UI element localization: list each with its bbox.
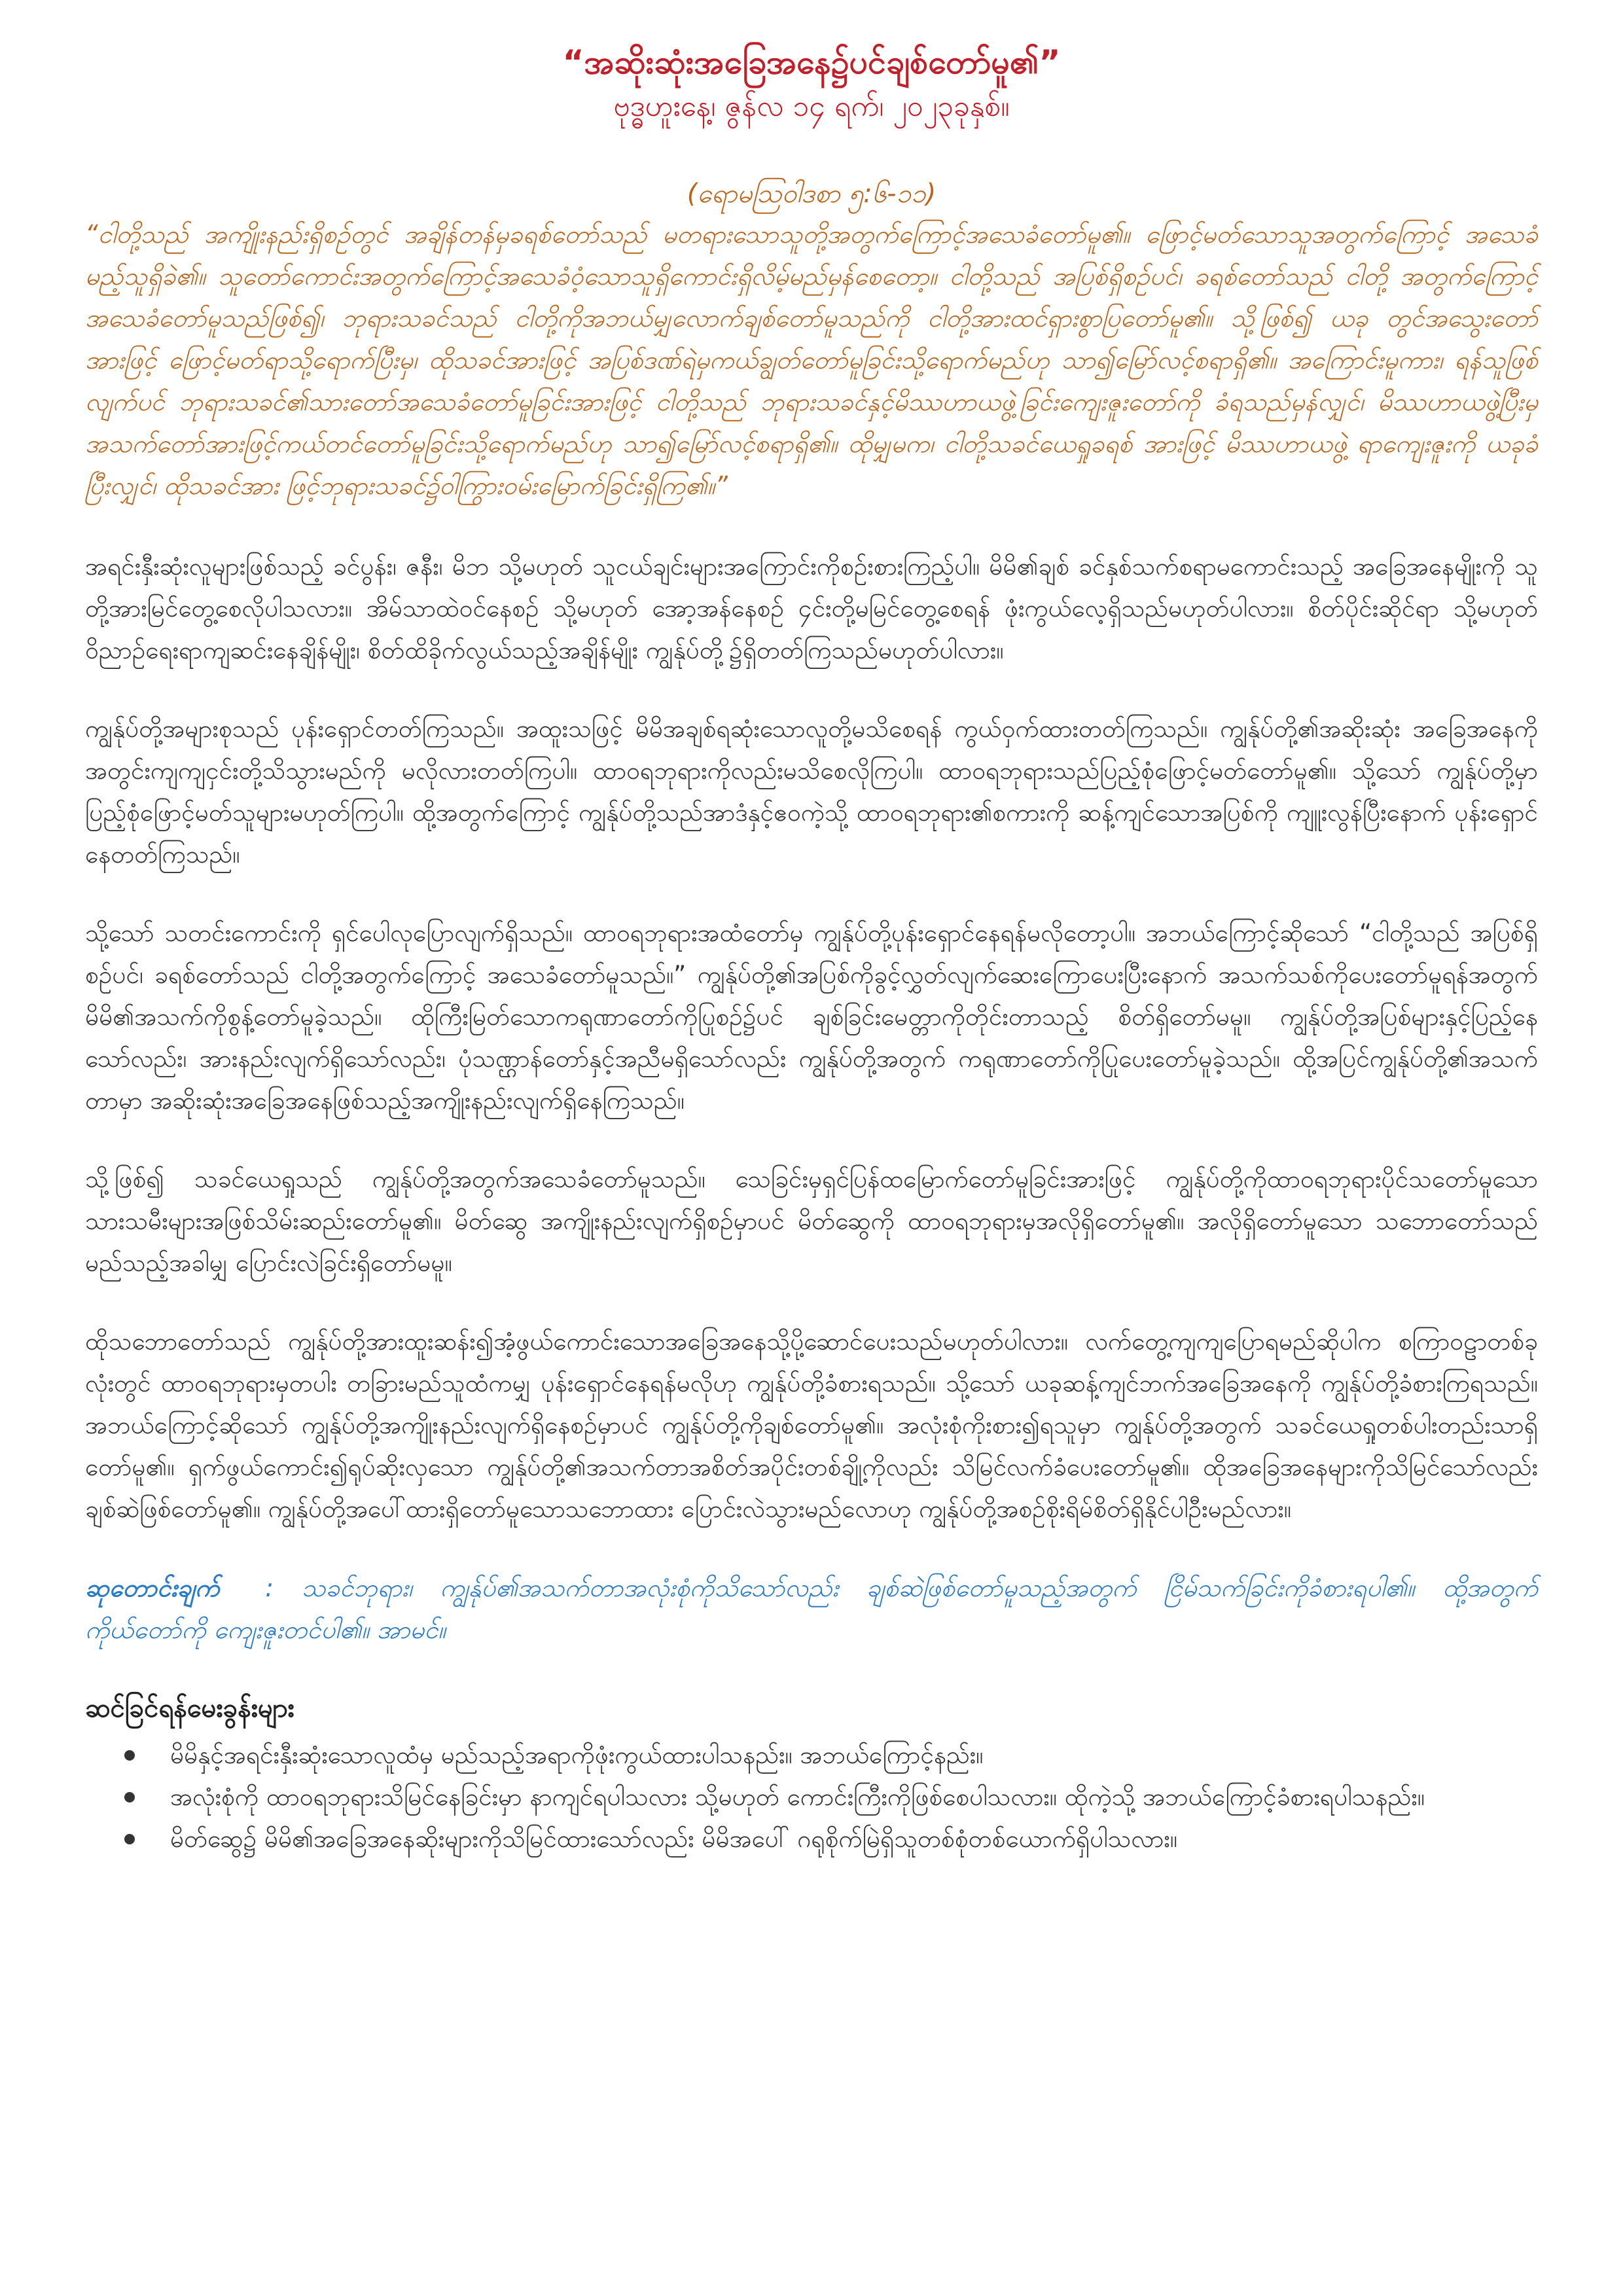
bullet-icon: [124, 1834, 135, 1844]
question-item: [85, 1818, 1538, 1860]
questions-heading: ဆင်ခြင်ရန်မေးခွန်းများ: [85, 1693, 294, 1723]
scripture-reference: (ရောမသြဝါဒစာ ၅:၆-၁၁): [687, 179, 936, 209]
page-content: [85, 39, 1538, 1860]
prayer-text: : သခင်ဘုရား၊ ကျွန်ုပ်၏အသက်တာအလုံးစုံကိုသိသော်လည်း ချစ်ဆဲဖြစ်တော်မူသည့်အတွက် ငြိမ်သက်ခြင်းကိုခံစားရပါ၏။ ထို့အတွက် ကိုယ်တော်ကို ကျေးဇူးတင်ပါ၏။ အာမင်။: [85, 1573, 1538, 1644]
question-item: [85, 1776, 1538, 1818]
body-paragraph: ထိုသဘောတော်သည် ကျွန်ုပ်တို့အားထူးဆန်း၍အံ့ဖွယ်ကောင်းသောအခြေအနေသို့ပို့ဆောင်ပေးသည်မဟုတ်ပါလား။ လက်တွေ့ကျကျပြောရမည်ဆိုပါက စကြာဝဠာတစ်ခုလုံးတွင် ထာဝရဘုရားမှတပါး တခြားမည်သူထံကမျှ ပုန်းရှောင်နေရန်မလိုဟု ကျွန်ုပ်တို့ခံစားရသည်။ သို့သော် ယခုဆန့်ကျင်ဘက်အခြေအနေကို ကျွန်ုပ်တို့ခံစားကြရသည်။ အဘယ်ကြောင့်ဆိုသော် ကျွန်ုပ်တို့အကျိုးနည်းလျက်ရှိနေစဉ်မှာပင် ကျွန်ုပ်တို့ကိုချစ်တော်မူ၏။ အလုံးစုံကိုးစား၍ရသူမှာ ကျွန်ုပ်တို့အတွက် သခင်ယေရှုတစ်ပါးတည်းသာရှိတော်မူ၏။ ရှက်ဖွယ်ကောင်း၍ရုပ်ဆိုးလှသော ကျွန်ုပ်တို့၏အသက်တာအစိတ်အပိုင်းတစ်ချို့ကိုလည်း သိမြင်လက်ခံပေးတော်မူ၏။ ထိုအခြေအနေများကိုသိမြင်သော်လည်း ချစ်ဆဲဖြစ်တော်မူ၏။ ကျွန်ုပ်တို့အပေါ်ထားရှိတော်မူသောသဘောထား ပြောင်းလဲသွားမည်လောဟု ကျွန်ုပ်တို့အစဉ်စိုးရိမ်စိတ်ရှိနိုင်ပါဦးမည်လား။: [85, 1327, 1538, 1523]
question-text: မိတ်ဆွေ၌ မိမိ၏အခြေအနေဆိုးများကိုသိမြင်ထားသော်လည်း မိမိအပေါ် ဂရုစိုက်မြဲရှိသူတစ်စုံတစ်ယောက်ရှိပါသလား။: [170, 1825, 1177, 1853]
bullet-icon: [124, 1792, 135, 1803]
body-paragraph: ကျွန်ုပ်တို့အများစုသည် ပုန်းရှောင်တတ်ကြသည်။ အထူးသဖြင့် မိမိအချစ်ရဆုံးသောလူတို့မသိစေရန် ကွယ်ဝှက်ထားတတ်ကြသည်။ ကျွန်ုပ်တို့၏အဆိုးဆုံး အခြေအနေကို အတွင်းကျကျငှင်းတို့သိသွားမည်ကို မလိုလားတတ်ကြပါ။ ထာဝရဘုရားကိုလည်းမသိစေလိုကြပါ။ ထာဝရဘုရားသည်ပြည့်စုံဖြောင့်မတ်တော်မူ၏။ သို့သော် ကျွန်ုပ်တို့မှာ ပြည့်စုံဖြောင့်မတ်သူများမဟုတ်ကြပါ။ ထို့အတွက်ကြောင့် ကျွန်ုပ်တို့သည်အာဒံနှင့်ဧဝကဲ့သို့ ထာဝရဘုရား၏စကားကို ဆန့်ကျင်သောအပြစ်ကို ကျူးလွန်ပြီးနောက် ပုန်းရှောင်နေတတ်ကြသည်။: [85, 715, 1538, 869]
bullet-icon: [124, 1750, 135, 1761]
body-paragraph: အရင်းနှီးဆုံးလူများဖြစ်သည့် ခင်ပွန်း၊ ဇနီး၊ မိဘ သို့မဟုတ် သူငယ်ချင်းများအကြောင်းကိုစဉ်းစားကြည့်ပါ။ မိမိ၏ချစ် ခင်နှစ်သက်စရာမကောင်းသည့် အခြေအနေမျိုးကို သူတို့အားမြင်တွေ့စေလိုပါသလား။ အိမ်သာထဲဝင်နေစဉ် သို့မဟုတ် အော့အန်နေစဉ် ၄င်းတို့မမြင်တွေ့စေရန် ဖုံးကွယ်လေ့ရှိသည်မဟုတ်ပါလား။ စိတ်ပိုင်းဆိုင်ရာ သို့မဟုတ် ဝိညာဉ်ရေးရာကျဆင်းနေချိန်မျိုး၊ စိတ်ထိခိုက်လွယ်သည့်အချိန်မျိုး ကျွန်ုပ်တို့၌ရှိတတ်ကြသည်မဟုတ်ပါလား။: [85, 552, 1538, 664]
scripture-passage: “ငါတို့သည် အကျိုးနည်းရှိစဉ်တွင် အချိန်တန်မှခရစ်တော်သည် မတရားသောသူတို့အတွက်ကြောင့်အသေခံတော်မူ၏။ ဖြောင့်မတ်သောသူအတွက်ကြောင့် အသေခံမည့်သူရှိခဲ၏။ သူတော်ကောင်းအတွက်ကြောင့်အသေခံဝံ့သောသူရှိကောင်းရှိလိမ့်မည်မှန်စေတော့။ ငါတို့သည် အပြစ်ရှိစဉ်ပင်၊ ခရစ်တော်သည် ငါတို့ အတွက်ကြောင့်အသေခံတော်မူသည်ဖြစ်၍၊ ဘုရားသခင်သည် ငါတို့ကိုအဘယ်မျှလောက်ချစ်တော်မူသည်ကို ငါတို့အားထင်ရှားစွာပြတော်မူ၏။ သို့ဖြစ်၍ ယခု တွင်အသွေးတော်အားဖြင့် ဖြောင့်မတ်ရာသို့ရောက်ပြီးမှ၊ ထိုသခင်အားဖြင့် အပြစ်ဒဏ်ရဲမှကယ်ချွတ်တော်မူခြင်းသို့ရောက်မည်ဟု သာ၍မြော်လင့်စရာရှိ၏။ အကြောင်းမူကား၊ ရန်သူဖြစ်လျက်ပင် ဘုရားသခင်၏သားတော်အသေခံတော်မူခြင်းအားဖြင့် ငါတို့သည် ဘုရားသခင်နှင့်မိဿဟာယဖွဲ့ခြင်းကျေးဇူးတော်ကို ခံရသည်မှန်လျှင်၊ မိဿဟာယဖွဲ့ပြီးမှ အသက်တော်အားဖြင့်ကယ်တင်တော်မူခြင်းသို့ရောက်မည်ဟု သာ၍မြော်လင့်စရာရှိ၏။ ထိုမျှမက၊ ငါတို့သခင်ယေရှုခရစ် အားဖြင့် မိဿဟာယဖွဲ့ ရာကျေးဇူးကို ယခုခံပြီးလျှင်၊ ထိုသခင်အား ဖြင့်ဘုရားသခင်၌ဝါကြွားဝမ်းမြောက်ခြင်းရှိကြ၏။”: [85, 220, 1538, 500]
body-paragraph: သို့ဖြစ်၍ သခင်ယေရှုသည် ကျွန်ုပ်တို့အတွက်အသေခံတော်မူသည်။ သေခြင်းမှရှင်ပြန်ထမြောက်တော်မူခြင်းအားဖြင့် ကျွန်ုပ်တို့ကိုထာဝရဘုရားပိုင်သတော်မူသော သားသမီးများအဖြစ်သိမ်းဆည်းတော်မူ၏။ မိတ်ဆွေ အကျိုးနည်းလျက်ရှိစဉ်မှာပင် မိတ်ဆွေကို ထာဝရဘုရားမှအလိုရှိတော်မူ၏။ အလိုရှိတော်မူသော သဘောတော်သည် မည်သည့်အခါမျှ ပြောင်းလဲခြင်းရှိတော်မမူ။: [85, 1165, 1538, 1277]
body-paragraph: သို့သော် သတင်းကောင်းကို ရှင်ပေါလုပြောလျက်ရှိသည်။ ထာဝရဘုရားအထံတော်မှ ကျွန်ုပ်တို့ပုန်းရှောင်နေရန်မလိုတော့ပါ။ အဘယ်ကြောင့်ဆိုသော် “ငါတို့သည် အပြစ်ရှိစဉ်ပင်၊ ခရစ်တော်သည် ငါတို့အတွက်ကြောင့် အသေခံတော်မူသည်။” ကျွန်ုပ်တို့၏အပြစ်ကိုခွင့်လွှတ်လျက်ဆေးကြောပေးပြီးနောက် အသက်သစ်ကိုပေးတော်မူရန်အတွက် မိမိ၏အသက်ကိုစွန့်တော်မူခဲ့သည်။ ထိုကြီးမြတ်သောကရုဏာတော်ကိုပြုစဉ်၌ပင် ချစ်ခြင်းမေတ္တာကိုတိုင်းတာသည့် စိတ်ရှိတော်မမူ။ ကျွန်ုပ်တို့အပြစ်များနှင့်ပြည့်နေသော်လည်း၊ အားနည်းလျက်ရှိသော်လည်း၊ ပုံသဏ္ဌာန်တော်နှင့်အညီမရှိသော်လည်း ကျွန်ုပ်တို့အတွက် ကရုဏာတော်ကိုပြုပေးတော်မူခဲ့သည်။ ထို့အပြင်ကျွန်ုပ်တို့၏အသက်တာမှာ အဆိုးဆုံးအခြေအနေဖြစ်သည့်အကျိုးနည်းလျက်ရှိနေကြသည်။: [85, 919, 1538, 1115]
questions-list: [85, 1734, 1538, 1860]
question-text: အလုံးစုံကို ထာဝရဘုရားသိမြင်နေခြင်းမှာ နာကျင်ရပါသလား သို့မဟုတ် ကောင်းကြီးကိုဖြစ်စေပါသလား။ ထိုကဲ့သို့ အဘယ်ကြောင့်ခံစားရပါသနည်း။: [170, 1783, 1425, 1811]
prayer-section: [85, 1567, 1538, 1651]
prayer-label: ဆုတောင်းချက်: [85, 1573, 220, 1602]
question-text: မိမိနှင့်အရင်းနှီးဆုံးသောလူထံမှ မည်သည့်အရာကိုဖုံးကွယ်ထားပါသနည်း။ အဘယ်ကြောင့်နည်း။: [170, 1741, 984, 1769]
devotional-date: ဗုဒ္ဓဟူးနေ့၊ ဇွန်လ ၁၄ ရက်၊ ၂၀၂၃ခုနှစ်။: [613, 90, 1010, 123]
question-item: [85, 1734, 1538, 1776]
devotional-title: “အဆိုးဆုံးအခြေအနေ၌ပင်ချစ်တော်မူ၏”: [562, 43, 1061, 81]
